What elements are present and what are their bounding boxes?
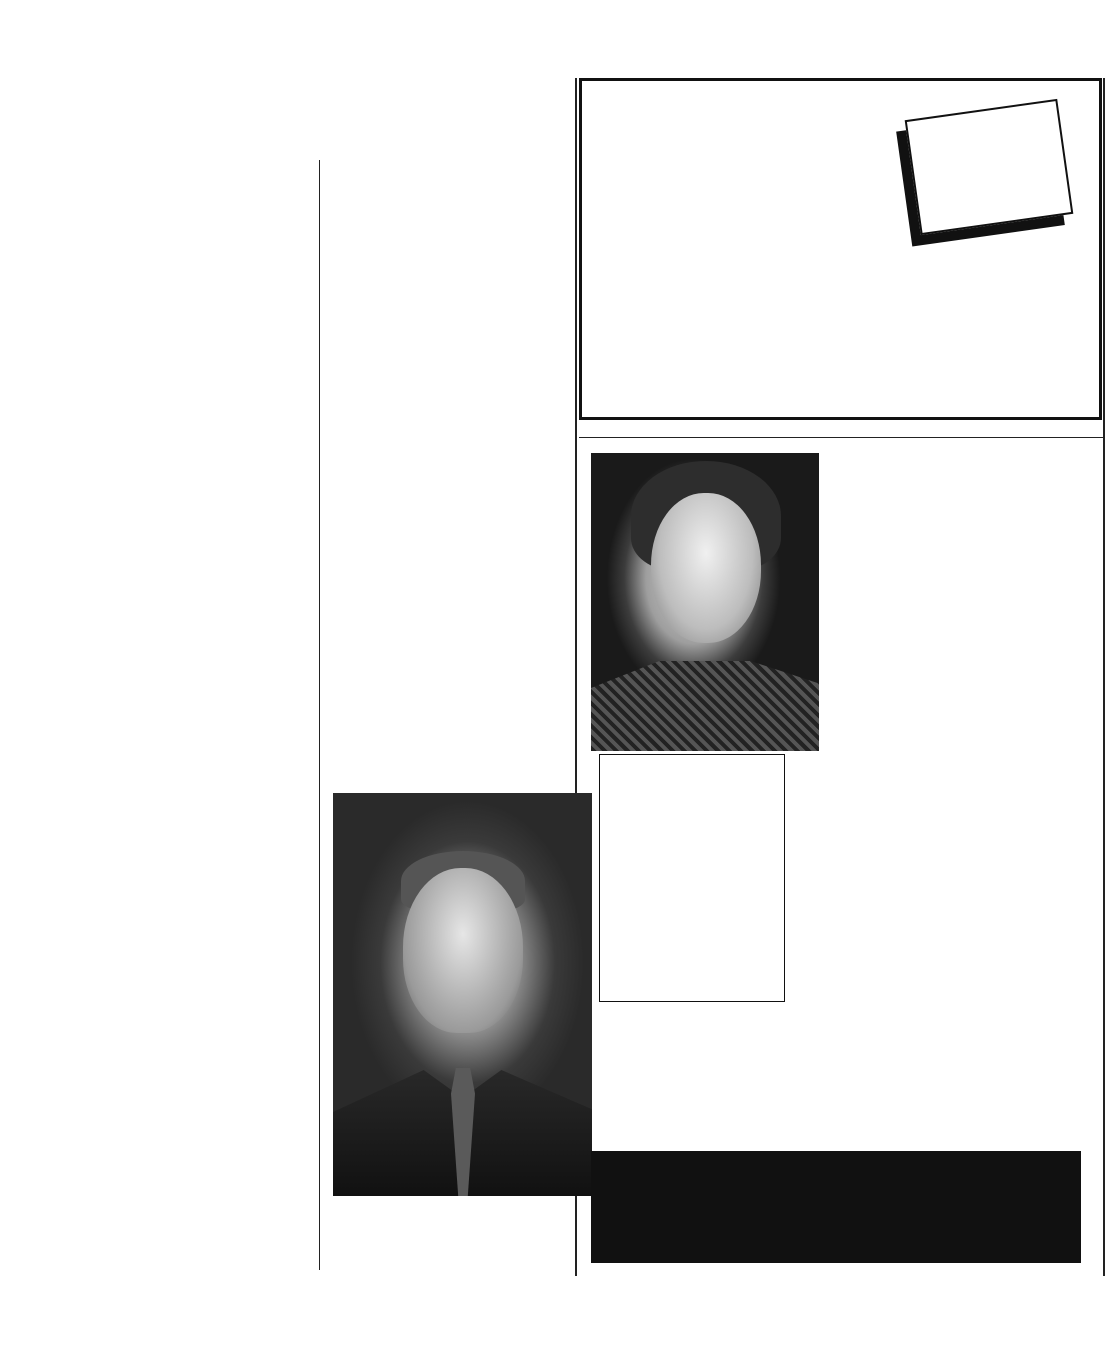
- brileasia-advertisement: [591, 1151, 1081, 1263]
- hair-cream-label: [963, 1179, 1063, 1217]
- dewitt-advertisement: [591, 453, 1063, 1137]
- testimonial-box: [599, 754, 785, 1002]
- schedule-column-middle: [328, 160, 572, 790]
- woman-photo: [591, 453, 819, 751]
- book-illustration: [905, 99, 1074, 235]
- section-divider: [579, 437, 1103, 438]
- schedule-column-left: [68, 166, 316, 1270]
- column-rule: [1103, 78, 1105, 1276]
- mahjong-advertisement: [579, 78, 1102, 420]
- organist-photo: [333, 793, 592, 1196]
- column-rule: [319, 160, 320, 1270]
